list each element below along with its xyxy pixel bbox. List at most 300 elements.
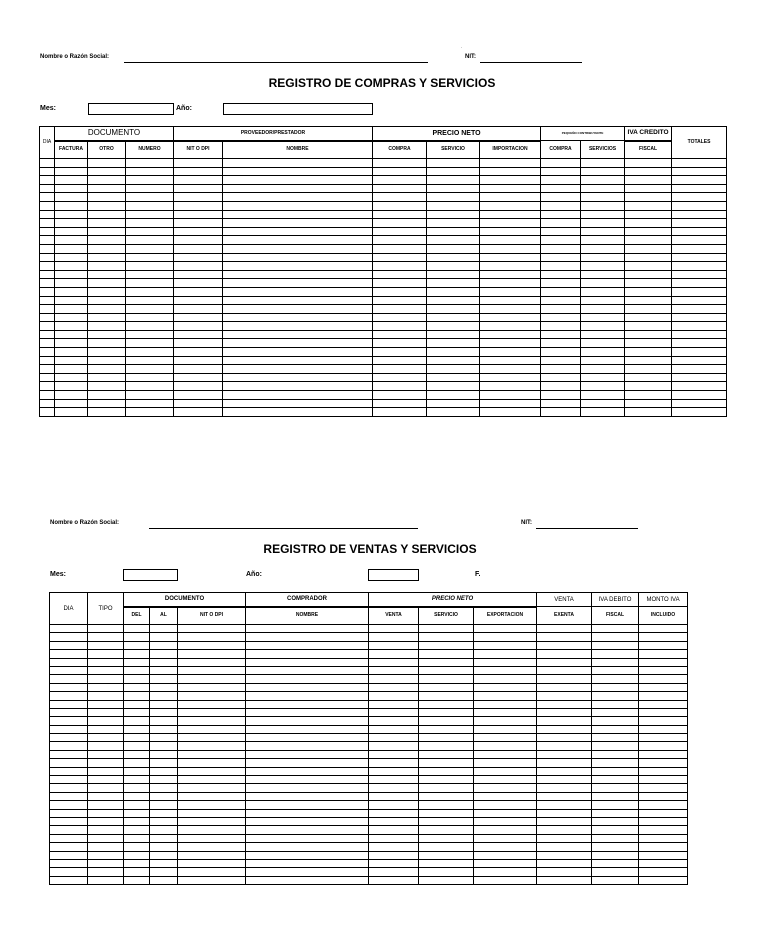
ventas-cell[interactable] bbox=[419, 650, 474, 658]
ventas-cell[interactable] bbox=[474, 725, 537, 733]
compras-cell[interactable] bbox=[625, 305, 672, 314]
ventas-cell[interactable] bbox=[88, 666, 124, 674]
compras-cell[interactable] bbox=[427, 244, 480, 253]
ventas-cell[interactable] bbox=[88, 725, 124, 733]
compras-cell[interactable] bbox=[126, 365, 174, 374]
ventas-cell[interactable] bbox=[537, 692, 592, 700]
compras-cell[interactable] bbox=[88, 365, 126, 374]
compras-cell[interactable] bbox=[480, 210, 541, 219]
ventas-cell[interactable] bbox=[124, 784, 150, 792]
compras-cell[interactable] bbox=[174, 330, 223, 339]
ventas-cell[interactable] bbox=[474, 641, 537, 649]
compras-cell[interactable] bbox=[541, 296, 581, 305]
compras-cell[interactable] bbox=[625, 244, 672, 253]
compras-cell[interactable] bbox=[672, 339, 727, 348]
ventas-cell[interactable] bbox=[537, 843, 592, 851]
compras-cell[interactable] bbox=[373, 253, 427, 262]
ventas-cell[interactable] bbox=[474, 876, 537, 884]
compras-nit-field[interactable] bbox=[480, 62, 582, 63]
ventas-cell[interactable] bbox=[124, 650, 150, 658]
ventas-cell[interactable] bbox=[419, 683, 474, 691]
compras-cell[interactable] bbox=[88, 279, 126, 288]
ventas-cell[interactable] bbox=[419, 725, 474, 733]
compras-cell[interactable] bbox=[88, 391, 126, 400]
ventas-cell[interactable] bbox=[639, 692, 688, 700]
ventas-cell[interactable] bbox=[474, 692, 537, 700]
ventas-cell[interactable] bbox=[246, 834, 369, 842]
compras-cell[interactable] bbox=[126, 262, 174, 271]
ventas-cell[interactable] bbox=[150, 843, 178, 851]
compras-cell[interactable] bbox=[541, 322, 581, 331]
ventas-cell[interactable] bbox=[592, 767, 639, 775]
ventas-cell[interactable] bbox=[246, 767, 369, 775]
ventas-cell[interactable] bbox=[592, 658, 639, 666]
ventas-cell[interactable] bbox=[150, 700, 178, 708]
ventas-cell[interactable] bbox=[50, 666, 88, 674]
compras-cell[interactable] bbox=[55, 287, 88, 296]
ventas-cell[interactable] bbox=[474, 792, 537, 800]
compras-cell[interactable] bbox=[541, 184, 581, 193]
compras-cell[interactable] bbox=[581, 305, 625, 314]
ventas-cell[interactable] bbox=[369, 625, 419, 633]
compras-cell[interactable] bbox=[88, 193, 126, 202]
compras-cell[interactable] bbox=[672, 279, 727, 288]
compras-cell[interactable] bbox=[541, 253, 581, 262]
ventas-cell[interactable] bbox=[50, 683, 88, 691]
compras-cell[interactable] bbox=[672, 253, 727, 262]
compras-cell[interactable] bbox=[672, 262, 727, 271]
ventas-cell[interactable] bbox=[124, 666, 150, 674]
ventas-cell[interactable] bbox=[150, 817, 178, 825]
ventas-cell[interactable] bbox=[369, 817, 419, 825]
compras-cell[interactable] bbox=[625, 176, 672, 185]
compras-cell[interactable] bbox=[625, 210, 672, 219]
compras-cell[interactable] bbox=[174, 296, 223, 305]
ventas-cell[interactable] bbox=[419, 843, 474, 851]
ventas-cell[interactable] bbox=[150, 801, 178, 809]
compras-cell[interactable] bbox=[581, 253, 625, 262]
compras-cell[interactable] bbox=[480, 167, 541, 176]
compras-cell[interactable] bbox=[480, 270, 541, 279]
ventas-cell[interactable] bbox=[369, 700, 419, 708]
ventas-cell[interactable] bbox=[178, 633, 246, 641]
compras-cell[interactable] bbox=[541, 305, 581, 314]
ventas-cell[interactable] bbox=[50, 692, 88, 700]
compras-cell[interactable] bbox=[625, 227, 672, 236]
compras-cell[interactable] bbox=[480, 382, 541, 391]
compras-cell[interactable] bbox=[541, 391, 581, 400]
compras-cell[interactable] bbox=[223, 279, 373, 288]
ventas-cell[interactable] bbox=[639, 734, 688, 742]
ventas-cell[interactable] bbox=[150, 650, 178, 658]
ventas-cell[interactable] bbox=[592, 708, 639, 716]
ventas-cell[interactable] bbox=[592, 859, 639, 867]
compras-cell[interactable] bbox=[88, 296, 126, 305]
compras-cell[interactable] bbox=[40, 279, 55, 288]
ventas-cell[interactable] bbox=[369, 725, 419, 733]
ventas-cell[interactable] bbox=[369, 708, 419, 716]
ventas-cell[interactable] bbox=[178, 700, 246, 708]
ventas-cell[interactable] bbox=[592, 809, 639, 817]
ventas-cell[interactable] bbox=[639, 683, 688, 691]
ventas-cell[interactable] bbox=[124, 675, 150, 683]
compras-cell[interactable] bbox=[55, 356, 88, 365]
compras-cell[interactable] bbox=[174, 373, 223, 382]
ventas-cell[interactable] bbox=[88, 868, 124, 876]
ventas-cell[interactable] bbox=[639, 784, 688, 792]
ventas-cell[interactable] bbox=[639, 625, 688, 633]
ventas-mes-input[interactable] bbox=[123, 569, 178, 581]
compras-cell[interactable] bbox=[55, 167, 88, 176]
compras-cell[interactable] bbox=[223, 244, 373, 253]
compras-cell[interactable] bbox=[625, 167, 672, 176]
ventas-cell[interactable] bbox=[178, 767, 246, 775]
ventas-cell[interactable] bbox=[246, 683, 369, 691]
ventas-cell[interactable] bbox=[592, 826, 639, 834]
ventas-cell[interactable] bbox=[246, 868, 369, 876]
ventas-cell[interactable] bbox=[474, 700, 537, 708]
ventas-cell[interactable] bbox=[50, 625, 88, 633]
ventas-cell[interactable] bbox=[474, 784, 537, 792]
compras-cell[interactable] bbox=[40, 365, 55, 374]
compras-cell[interactable] bbox=[581, 176, 625, 185]
ventas-cell[interactable] bbox=[50, 834, 88, 842]
ventas-cell[interactable] bbox=[419, 767, 474, 775]
ventas-cell[interactable] bbox=[150, 792, 178, 800]
compras-cell[interactable] bbox=[88, 348, 126, 357]
compras-cell[interactable] bbox=[427, 279, 480, 288]
ventas-cell[interactable] bbox=[369, 834, 419, 842]
ventas-cell[interactable] bbox=[419, 625, 474, 633]
compras-cell[interactable] bbox=[373, 330, 427, 339]
compras-cell[interactable] bbox=[581, 236, 625, 245]
ventas-cell[interactable] bbox=[124, 658, 150, 666]
ventas-cell[interactable] bbox=[150, 625, 178, 633]
ventas-cell[interactable] bbox=[592, 759, 639, 767]
compras-cell[interactable] bbox=[88, 270, 126, 279]
compras-cell[interactable] bbox=[541, 227, 581, 236]
ventas-cell[interactable] bbox=[639, 843, 688, 851]
compras-cell[interactable] bbox=[480, 287, 541, 296]
compras-cell[interactable] bbox=[672, 399, 727, 408]
compras-cell[interactable] bbox=[88, 201, 126, 210]
ventas-cell[interactable] bbox=[50, 708, 88, 716]
compras-cell[interactable] bbox=[55, 176, 88, 185]
ventas-cell[interactable] bbox=[537, 817, 592, 825]
compras-cell[interactable] bbox=[373, 305, 427, 314]
compras-cell[interactable] bbox=[55, 201, 88, 210]
compras-cell[interactable] bbox=[373, 244, 427, 253]
ventas-cell[interactable] bbox=[537, 633, 592, 641]
ventas-cell[interactable] bbox=[419, 851, 474, 859]
compras-cell[interactable] bbox=[672, 159, 727, 168]
ventas-cell[interactable] bbox=[124, 801, 150, 809]
compras-cell[interactable] bbox=[223, 236, 373, 245]
compras-cell[interactable] bbox=[625, 262, 672, 271]
ventas-cell[interactable] bbox=[178, 776, 246, 784]
ventas-cell[interactable] bbox=[150, 809, 178, 817]
ventas-cell[interactable] bbox=[150, 641, 178, 649]
ventas-cell[interactable] bbox=[50, 801, 88, 809]
compras-cell[interactable] bbox=[55, 210, 88, 219]
compras-cell[interactable] bbox=[480, 159, 541, 168]
compras-cell[interactable] bbox=[625, 287, 672, 296]
ventas-cell[interactable] bbox=[474, 843, 537, 851]
ventas-cell[interactable] bbox=[537, 742, 592, 750]
ventas-cell[interactable] bbox=[246, 750, 369, 758]
compras-cell[interactable] bbox=[174, 305, 223, 314]
ventas-cell[interactable] bbox=[178, 792, 246, 800]
ventas-cell[interactable] bbox=[537, 750, 592, 758]
ventas-cell[interactable] bbox=[369, 666, 419, 674]
ventas-cell[interactable] bbox=[592, 625, 639, 633]
ventas-cell[interactable] bbox=[246, 734, 369, 742]
compras-cell[interactable] bbox=[581, 399, 625, 408]
ventas-cell[interactable] bbox=[592, 666, 639, 674]
ventas-cell[interactable] bbox=[639, 717, 688, 725]
compras-cell[interactable] bbox=[88, 373, 126, 382]
ventas-cell[interactable] bbox=[246, 759, 369, 767]
ventas-cell[interactable] bbox=[88, 625, 124, 633]
ventas-cell[interactable] bbox=[178, 817, 246, 825]
compras-cell[interactable] bbox=[126, 313, 174, 322]
compras-cell[interactable] bbox=[581, 193, 625, 202]
compras-cell[interactable] bbox=[625, 270, 672, 279]
compras-cell[interactable] bbox=[174, 365, 223, 374]
compras-cell[interactable] bbox=[126, 382, 174, 391]
ventas-cell[interactable] bbox=[474, 708, 537, 716]
ventas-cell[interactable] bbox=[369, 650, 419, 658]
compras-cell[interactable] bbox=[541, 348, 581, 357]
compras-cell[interactable] bbox=[427, 184, 480, 193]
ventas-cell[interactable] bbox=[419, 868, 474, 876]
compras-cell[interactable] bbox=[88, 313, 126, 322]
compras-cell[interactable] bbox=[88, 253, 126, 262]
compras-cell[interactable] bbox=[581, 322, 625, 331]
ventas-cell[interactable] bbox=[124, 868, 150, 876]
ventas-cell[interactable] bbox=[150, 708, 178, 716]
ventas-cell[interactable] bbox=[178, 750, 246, 758]
compras-cell[interactable] bbox=[40, 339, 55, 348]
ventas-cell[interactable] bbox=[124, 834, 150, 842]
ventas-cell[interactable] bbox=[369, 809, 419, 817]
ventas-cell[interactable] bbox=[246, 742, 369, 750]
compras-cell[interactable] bbox=[126, 253, 174, 262]
ventas-cell[interactable] bbox=[474, 683, 537, 691]
ventas-cell[interactable] bbox=[592, 641, 639, 649]
compras-cell[interactable] bbox=[480, 339, 541, 348]
ventas-cell[interactable] bbox=[150, 658, 178, 666]
ventas-cell[interactable] bbox=[639, 658, 688, 666]
compras-cell[interactable] bbox=[625, 408, 672, 417]
ventas-cell[interactable] bbox=[178, 826, 246, 834]
compras-cell[interactable] bbox=[581, 219, 625, 228]
ventas-cell[interactable] bbox=[246, 801, 369, 809]
compras-cell[interactable] bbox=[373, 227, 427, 236]
compras-cell[interactable] bbox=[672, 270, 727, 279]
compras-cell[interactable] bbox=[174, 408, 223, 417]
compras-cell[interactable] bbox=[581, 262, 625, 271]
ventas-cell[interactable] bbox=[537, 801, 592, 809]
compras-cell[interactable] bbox=[541, 287, 581, 296]
compras-cell[interactable] bbox=[541, 373, 581, 382]
ventas-cell[interactable] bbox=[88, 692, 124, 700]
compras-cell[interactable] bbox=[541, 167, 581, 176]
compras-cell[interactable] bbox=[625, 219, 672, 228]
compras-cell[interactable] bbox=[373, 279, 427, 288]
compras-cell[interactable] bbox=[126, 408, 174, 417]
compras-cell[interactable] bbox=[541, 219, 581, 228]
compras-cell[interactable] bbox=[174, 227, 223, 236]
compras-cell[interactable] bbox=[373, 167, 427, 176]
ventas-cell[interactable] bbox=[246, 717, 369, 725]
compras-cell[interactable] bbox=[174, 270, 223, 279]
compras-cell[interactable] bbox=[88, 167, 126, 176]
ventas-cell[interactable] bbox=[124, 625, 150, 633]
ventas-cell[interactable] bbox=[50, 843, 88, 851]
compras-cell[interactable] bbox=[55, 339, 88, 348]
compras-cell[interactable] bbox=[581, 270, 625, 279]
compras-cell[interactable] bbox=[40, 210, 55, 219]
compras-cell[interactable] bbox=[541, 382, 581, 391]
compras-cell[interactable] bbox=[40, 184, 55, 193]
compras-cell[interactable] bbox=[174, 193, 223, 202]
compras-cell[interactable] bbox=[55, 373, 88, 382]
compras-razon-field[interactable] bbox=[124, 62, 428, 63]
ventas-cell[interactable] bbox=[178, 759, 246, 767]
compras-cell[interactable] bbox=[88, 210, 126, 219]
ventas-cell[interactable] bbox=[474, 834, 537, 842]
compras-cell[interactable] bbox=[672, 322, 727, 331]
compras-cell[interactable] bbox=[672, 193, 727, 202]
ventas-cell[interactable] bbox=[246, 817, 369, 825]
ventas-cell[interactable] bbox=[474, 759, 537, 767]
compras-cell[interactable] bbox=[223, 193, 373, 202]
ventas-cell[interactable] bbox=[639, 700, 688, 708]
ventas-cell[interactable] bbox=[88, 717, 124, 725]
compras-cell[interactable] bbox=[40, 305, 55, 314]
compras-cell[interactable] bbox=[223, 373, 373, 382]
compras-cell[interactable] bbox=[174, 184, 223, 193]
ventas-cell[interactable] bbox=[419, 817, 474, 825]
compras-cell[interactable] bbox=[480, 184, 541, 193]
compras-cell[interactable] bbox=[55, 382, 88, 391]
ventas-cell[interactable] bbox=[178, 683, 246, 691]
compras-cell[interactable] bbox=[373, 201, 427, 210]
compras-cell[interactable] bbox=[625, 236, 672, 245]
ventas-cell[interactable] bbox=[474, 801, 537, 809]
ventas-cell[interactable] bbox=[178, 625, 246, 633]
ventas-cell[interactable] bbox=[50, 633, 88, 641]
compras-cell[interactable] bbox=[427, 176, 480, 185]
compras-cell[interactable] bbox=[40, 408, 55, 417]
ventas-cell[interactable] bbox=[474, 666, 537, 674]
compras-cell[interactable] bbox=[40, 227, 55, 236]
compras-cell[interactable] bbox=[40, 296, 55, 305]
ventas-cell[interactable] bbox=[592, 851, 639, 859]
compras-cell[interactable] bbox=[427, 399, 480, 408]
compras-cell[interactable] bbox=[174, 219, 223, 228]
ventas-cell[interactable] bbox=[369, 717, 419, 725]
ventas-cell[interactable] bbox=[592, 675, 639, 683]
ventas-cell[interactable] bbox=[369, 675, 419, 683]
compras-cell[interactable] bbox=[581, 330, 625, 339]
ventas-cell[interactable] bbox=[369, 742, 419, 750]
ventas-cell[interactable] bbox=[592, 683, 639, 691]
compras-cell[interactable] bbox=[480, 348, 541, 357]
compras-cell[interactable] bbox=[480, 391, 541, 400]
compras-cell[interactable] bbox=[174, 287, 223, 296]
compras-cell[interactable] bbox=[55, 279, 88, 288]
compras-cell[interactable] bbox=[541, 270, 581, 279]
ventas-cell[interactable] bbox=[178, 641, 246, 649]
compras-cell[interactable] bbox=[55, 391, 88, 400]
compras-cell[interactable] bbox=[88, 408, 126, 417]
compras-cell[interactable] bbox=[480, 322, 541, 331]
ventas-cell[interactable] bbox=[369, 851, 419, 859]
compras-cell[interactable] bbox=[223, 253, 373, 262]
compras-cell[interactable] bbox=[373, 193, 427, 202]
compras-cell[interactable] bbox=[672, 210, 727, 219]
ventas-cell[interactable] bbox=[369, 826, 419, 834]
ventas-cell[interactable] bbox=[150, 868, 178, 876]
compras-cell[interactable] bbox=[174, 399, 223, 408]
compras-cell[interactable] bbox=[581, 365, 625, 374]
compras-cell[interactable] bbox=[480, 236, 541, 245]
compras-cell[interactable] bbox=[541, 399, 581, 408]
compras-cell[interactable] bbox=[672, 219, 727, 228]
ventas-cell[interactable] bbox=[88, 641, 124, 649]
compras-cell[interactable] bbox=[55, 193, 88, 202]
compras-cell[interactable] bbox=[126, 296, 174, 305]
ventas-cell[interactable] bbox=[369, 734, 419, 742]
compras-cell[interactable] bbox=[480, 201, 541, 210]
compras-cell[interactable] bbox=[174, 339, 223, 348]
ventas-cell[interactable] bbox=[88, 675, 124, 683]
compras-cell[interactable] bbox=[672, 391, 727, 400]
compras-cell[interactable] bbox=[427, 391, 480, 400]
ventas-cell[interactable] bbox=[88, 750, 124, 758]
compras-cell[interactable] bbox=[223, 408, 373, 417]
ventas-cell[interactable] bbox=[419, 759, 474, 767]
compras-cell[interactable] bbox=[427, 373, 480, 382]
ventas-cell[interactable] bbox=[537, 683, 592, 691]
compras-cell[interactable] bbox=[223, 219, 373, 228]
compras-cell[interactable] bbox=[223, 262, 373, 271]
compras-cell[interactable] bbox=[480, 373, 541, 382]
compras-cell[interactable] bbox=[581, 356, 625, 365]
compras-cell[interactable] bbox=[40, 373, 55, 382]
compras-cell[interactable] bbox=[88, 339, 126, 348]
ventas-cell[interactable] bbox=[369, 801, 419, 809]
ventas-cell[interactable] bbox=[474, 675, 537, 683]
compras-cell[interactable] bbox=[581, 296, 625, 305]
ventas-cell[interactable] bbox=[178, 692, 246, 700]
compras-cell[interactable] bbox=[55, 236, 88, 245]
compras-cell[interactable] bbox=[373, 210, 427, 219]
ventas-cell[interactable] bbox=[369, 692, 419, 700]
ventas-cell[interactable] bbox=[50, 792, 88, 800]
ventas-cell[interactable] bbox=[178, 868, 246, 876]
compras-cell[interactable] bbox=[126, 244, 174, 253]
compras-cell[interactable] bbox=[174, 236, 223, 245]
compras-cell[interactable] bbox=[126, 373, 174, 382]
compras-cell[interactable] bbox=[174, 313, 223, 322]
compras-cell[interactable] bbox=[427, 339, 480, 348]
ventas-cell[interactable] bbox=[639, 675, 688, 683]
compras-cell[interactable] bbox=[581, 373, 625, 382]
compras-cell[interactable] bbox=[480, 365, 541, 374]
